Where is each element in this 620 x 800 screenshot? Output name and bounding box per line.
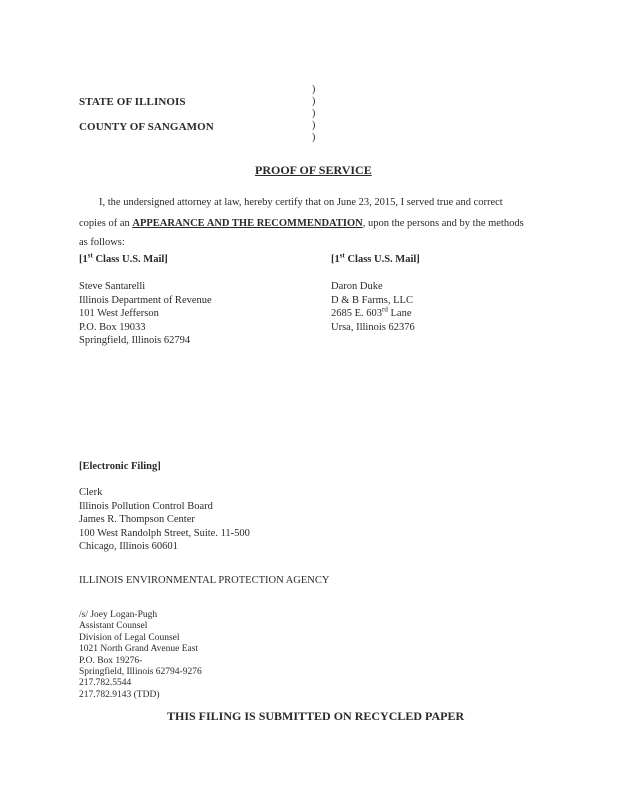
- caption-bracket: [312, 84, 315, 144]
- signature-line: 217.782.5544: [79, 678, 132, 689]
- address-line: [331, 307, 415, 321]
- address-line: Springfield, Illinois 62794: [79, 335, 191, 347]
- address-line: Steve Santarelli: [79, 281, 146, 292]
- document-title: PROOF OF SERVICE: [255, 163, 372, 177]
- county-caption: COUNTY OF SANGAMON: [79, 121, 214, 133]
- service-method-electronic: [Electronic Filing]: [79, 461, 161, 472]
- address-line: 100 West Randolph Street, Suite. 11-500: [79, 527, 250, 539]
- paren: ): [312, 96, 316, 107]
- method-sup: st: [339, 251, 345, 260]
- line2-post: , upon the persons and by the methods: [362, 218, 524, 229]
- paren: ): [312, 108, 316, 119]
- address-line: Daron Duke: [331, 281, 383, 292]
- method-post: Class U.S. Mail]: [344, 254, 420, 265]
- certification-line-3: as follows:: [79, 237, 125, 248]
- document-name: APPEARANCE AND THE RECOMMENDATION: [132, 218, 363, 229]
- street-pre: 2685 E. 603: [331, 308, 383, 320]
- signature-block: [79, 610, 202, 701]
- method-post: Class U.S. Mail]: [92, 254, 168, 265]
- signature-line: Assistant Counsel: [79, 621, 148, 632]
- signature-line: 217.782.9143 (TDD): [79, 689, 160, 700]
- paren: ): [312, 120, 316, 131]
- method-pre: [1: [79, 254, 88, 265]
- signature-line: Springfield, Illinois 62794-9276: [79, 667, 202, 678]
- recipient-address-right: [331, 280, 415, 334]
- address-line: 101 West Jefferson: [79, 308, 159, 320]
- agency-name: ILLINOIS ENVIRONMENTAL PROTECTION AGENCY: [79, 575, 330, 586]
- certification-line-1: I, the undersigned attorney at law, hereby certify that on June 23, 2015, I served true and correct: [99, 197, 503, 208]
- street-post: Lane: [387, 308, 412, 320]
- address-line: D & B Farms, LLC: [331, 294, 413, 306]
- signature-line: 1021 North Grand Avenue East: [79, 644, 199, 655]
- address-line: Illinois Department of Revenue: [79, 294, 212, 306]
- method-sup: st: [87, 251, 93, 260]
- address-line: Chicago, Illinois 60601: [79, 541, 178, 553]
- address-line: James R. Thompson Center: [79, 514, 195, 526]
- signature-line: /s/ Joey Logan-Pugh: [79, 610, 158, 620]
- street-sup: rd: [382, 305, 388, 314]
- address-line: P.O. Box 19033: [79, 321, 146, 333]
- recipient-address-left: [79, 280, 212, 348]
- service-method-left: [79, 251, 168, 265]
- address-line: Clerk: [79, 487, 103, 498]
- certification-line-2: [79, 213, 524, 234]
- recipient-address-clerk: [79, 486, 250, 554]
- line2-pre: copies of an: [79, 218, 133, 229]
- recycled-paper-footer: THIS FILING IS SUBMITTED ON RECYCLED PAPER: [167, 709, 465, 723]
- paren: ): [312, 132, 316, 143]
- state-caption: STATE OF ILLINOIS: [79, 96, 186, 108]
- method-pre: [1: [331, 254, 340, 265]
- paren: ): [312, 84, 316, 95]
- signature-line: P.O. Box 19276-: [79, 655, 143, 666]
- address-line: Illinois Pollution Control Board: [79, 500, 213, 512]
- signature-line: Division of Legal Counsel: [79, 632, 180, 643]
- address-line: Ursa, Illinois 62376: [331, 321, 415, 333]
- service-method-right: [331, 251, 420, 265]
